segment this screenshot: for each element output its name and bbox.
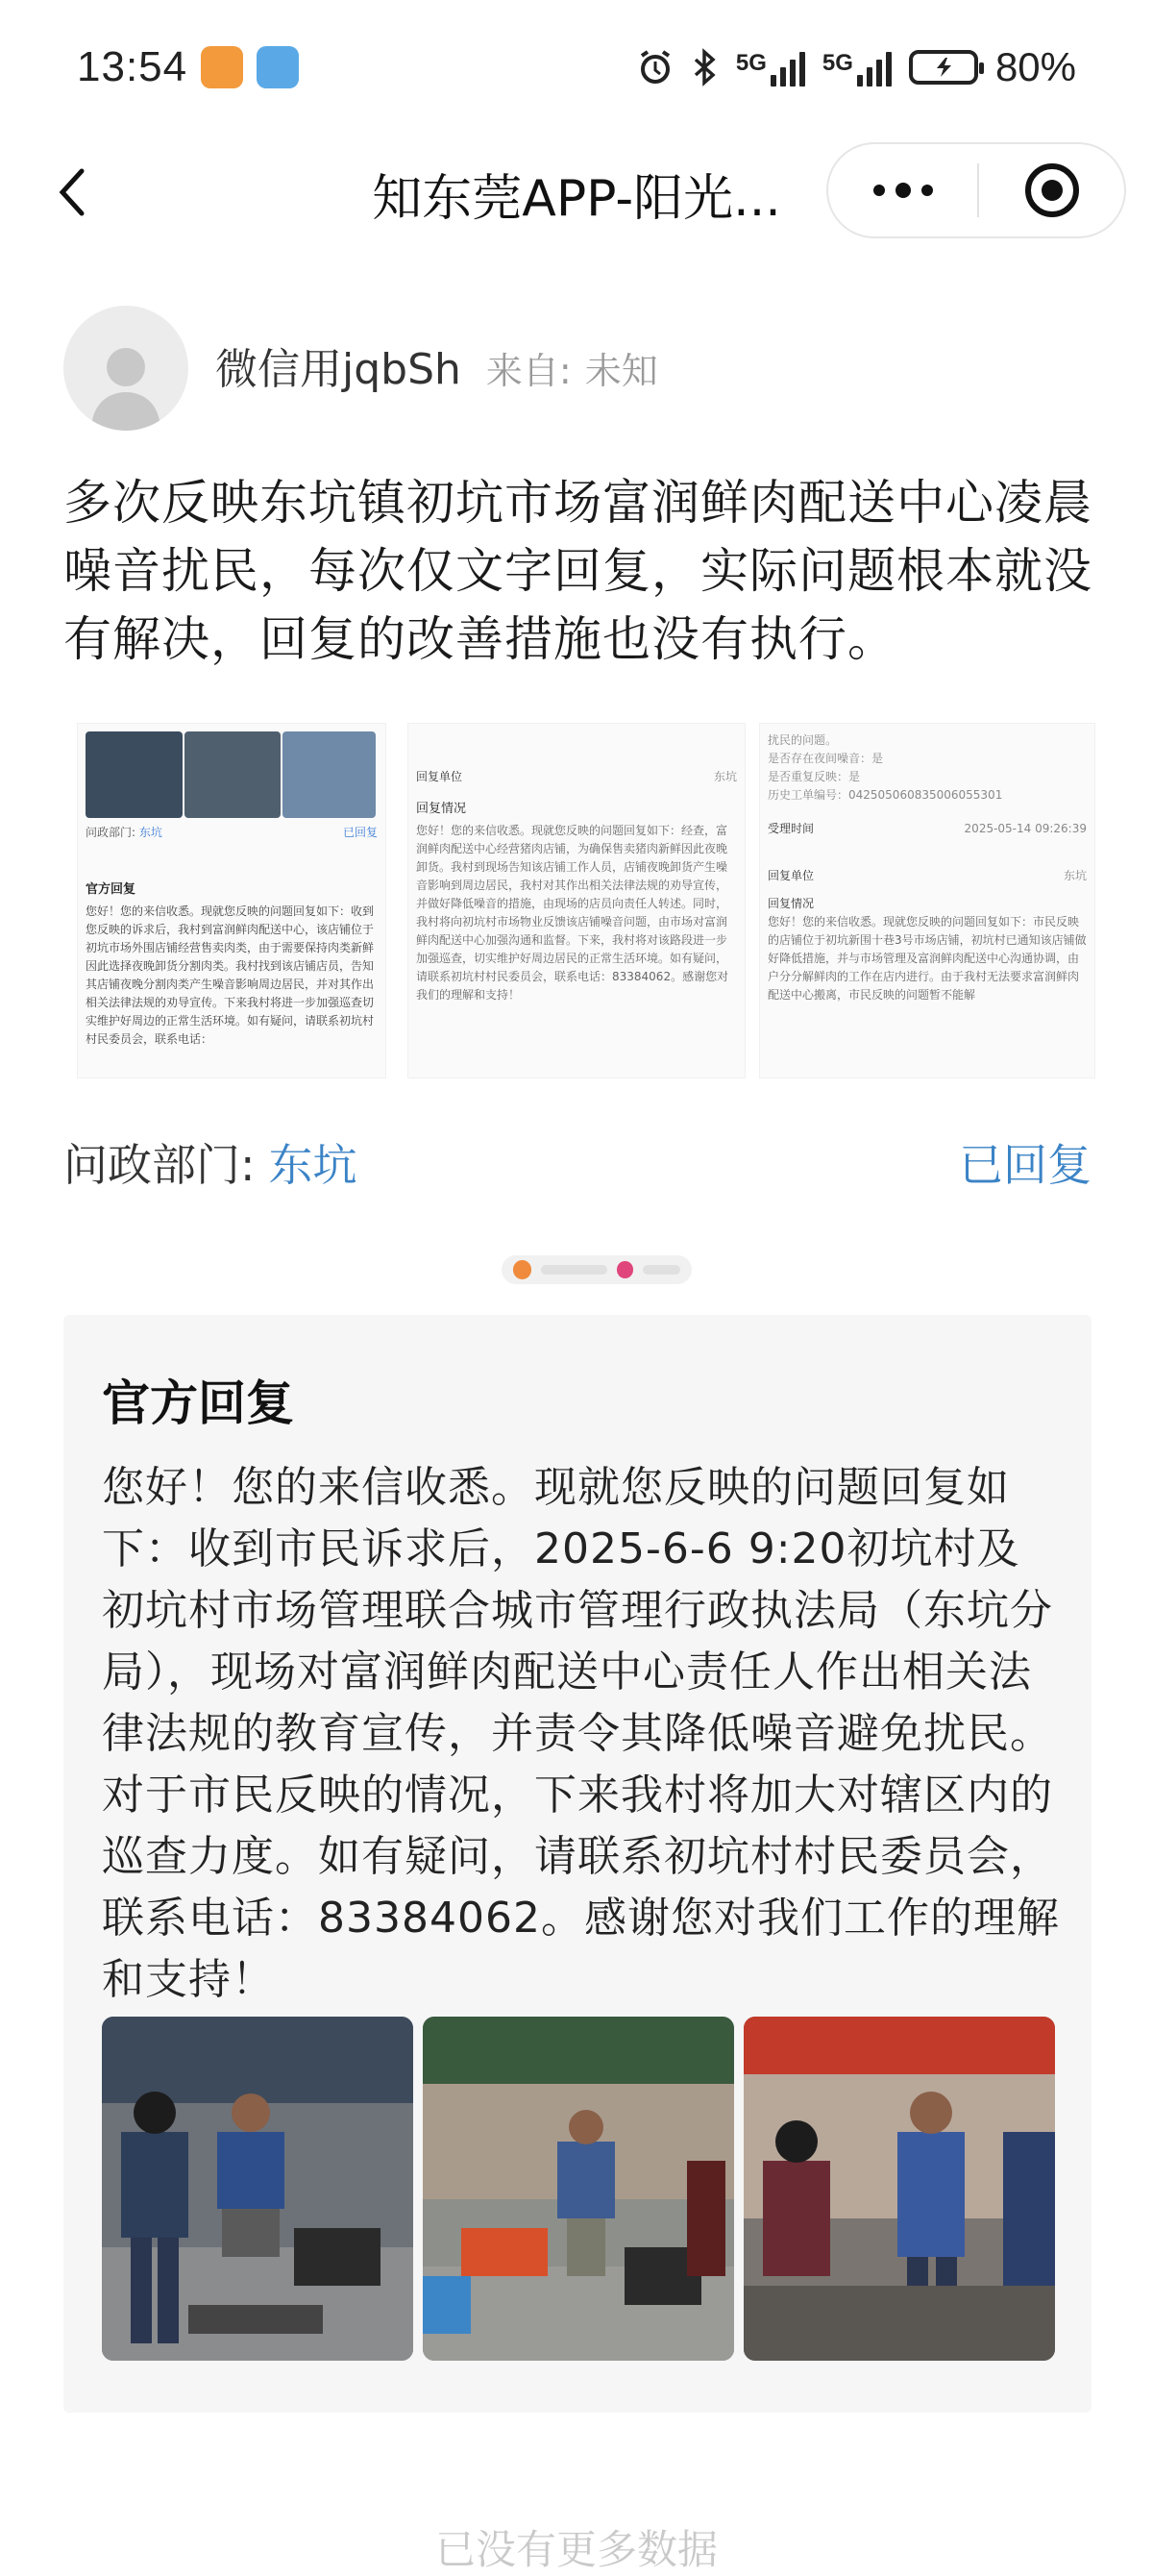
reply-photo-1[interactable] bbox=[102, 2017, 413, 2361]
mini-photo bbox=[282, 731, 376, 818]
watermark-pill bbox=[502, 1255, 692, 1284]
post-content: 多次反映东坑镇初坑市场富润鲜肉配送中心凌晨噪音扰民，每次仅文字回复，实际问题根本就没有解决，回复的改善措施也没有执行。 bbox=[63, 475, 1092, 667]
status-left bbox=[77, 43, 299, 91]
default-user-icon bbox=[87, 338, 164, 431]
reply-status: 已回复 bbox=[959, 1139, 1092, 1191]
mini-photo bbox=[184, 731, 282, 818]
close-mini-program-button[interactable] bbox=[979, 144, 1124, 236]
attachment-unit-value: 东坑 bbox=[713, 770, 737, 783]
status-right bbox=[636, 44, 1076, 90]
attachment-heading: 官方回复 bbox=[86, 882, 136, 897]
attachment-dept-value: 东坑 bbox=[138, 826, 162, 839]
attachment-text: 您好！您的来信收悉。现就您反映的问题回复如下：市民反映的店铺位于初坑新围十巷3号市场店铺，初坑村已通知该店铺做好降低措施，并与市场管理及富润鲜肉配送中心沟通协调，由户分分解鲜肉的工作在店内进行。由于我村无法要求富润鲜肉配送中心搬离，市民反映的问题暂不能解 bbox=[768, 915, 1087, 1002]
reply-photo-2[interactable] bbox=[423, 2017, 734, 2361]
avatar[interactable] bbox=[63, 306, 188, 431]
reply-photo-3[interactable] bbox=[744, 2017, 1055, 2361]
status-time: 13:54 bbox=[77, 43, 188, 90]
inspection-photo-image bbox=[744, 2017, 1055, 2361]
attachment-image-2[interactable] bbox=[407, 723, 746, 1078]
attachment-line: 扰民的问题。 bbox=[768, 733, 838, 747]
attachment-detail-label: 回复情况 bbox=[416, 802, 467, 816]
attachment-unit-label: 回复单位 bbox=[416, 770, 463, 783]
signal-1-icon bbox=[771, 48, 805, 87]
alarm-icon bbox=[636, 48, 675, 87]
battery-icon bbox=[909, 50, 978, 85]
official-reply-content: 您好！您的来信收悉。现就您反映的问题回复如下：收到市民诉求后，2025-6-6 9:20初坑村及初坑村市场管理联合城市管理行政执法局（东坑分局），现场对富润鲜肉配送中心责任人作出相关法律法规的教育宣传，并责令其降低噪音避免扰民。对于市民反映的情况，下来我村将加大对辖区内的巡查力度。如有疑问，请联系初坑村村民委员会，联系电话：83384062。感谢您对我们工作的理解和支持！ bbox=[102, 1463, 1060, 2004]
attachment-unit-row bbox=[416, 768, 737, 786]
back-button[interactable] bbox=[38, 159, 106, 226]
department-label: 问政部门: bbox=[63, 1139, 256, 1191]
attachment-image-3[interactable] bbox=[759, 723, 1095, 1078]
inspection-photo-image bbox=[423, 2017, 734, 2361]
attachment-unit-label: 回复单位 bbox=[768, 869, 815, 882]
app-notification-icon bbox=[201, 46, 243, 88]
attachment-line: 是否重复反映：是 bbox=[768, 770, 861, 783]
bluetooth-icon bbox=[692, 48, 719, 87]
no-more-data: 已没有更多数据 bbox=[434, 2526, 718, 2573]
mini-program-capsule bbox=[826, 142, 1126, 238]
attachment-text: 您好！您的来信收悉。现就您反映的问题回复如下：经查，富润鲜肉配送中心经营猪肉店铺，为确保售卖猪肉新鲜因此夜晚卸货。我村到现场告知该店铺工作人员，店铺夜晚卸货产生噪音影响到周边居民，我村对其作出相关法律法规的劝导宣传，并做好降低噪音的措施，由现场的店员向责任人转述。同时，我村将向初坑村市场物业反馈该店铺噪音问题，由市场对富润鲜肉配送中心加强沟通和监督。下来，我村将对该路段进一步加强巡查，切实维护好周边居民的正常生活环境。如有疑问，请联系初坑村村民委员会，联系电话：83384062。感谢您对我们的理解和支持！ bbox=[416, 824, 729, 1002]
weather-notification-icon bbox=[257, 46, 299, 88]
author-name[interactable]: 微信用jqbSh bbox=[215, 345, 461, 394]
department-value[interactable]: 东坑 bbox=[268, 1139, 357, 1191]
network-1-label: 5G bbox=[735, 50, 767, 76]
attachment-dept-label: 问政部门: bbox=[86, 826, 136, 839]
watermark-bar bbox=[541, 1265, 606, 1275]
attachment-line: 历史工单编号：042505060835006055301 bbox=[768, 788, 1003, 802]
attachment-unit-row bbox=[768, 867, 1087, 885]
nav-bar bbox=[0, 135, 1153, 250]
post-author-line bbox=[215, 334, 658, 396]
network-2-label: 5G bbox=[822, 50, 853, 76]
attachment-time-row bbox=[768, 820, 1087, 838]
target-close-icon bbox=[1022, 161, 1082, 220]
watermark-bar bbox=[643, 1265, 680, 1275]
watermark-badge-icon bbox=[617, 1261, 634, 1278]
more-dots-icon bbox=[870, 181, 937, 200]
attachment-detail-label: 回复情况 bbox=[768, 897, 815, 910]
attachment-photo-strip bbox=[86, 731, 378, 818]
attachment-time-label: 受理时间 bbox=[768, 822, 815, 835]
attachment-dept-row bbox=[86, 824, 378, 842]
signal-2-icon bbox=[857, 48, 892, 87]
battery-percent: 80% bbox=[994, 44, 1076, 89]
source-label: 来自: bbox=[485, 350, 572, 392]
inspection-photo-image bbox=[102, 2017, 413, 2361]
attachment-text: 您好！您的来信收悉。现就您反映的问题回复如下：收到您反映的诉求后，我村到富润鲜肉配送中心，该店铺位于初坑市场外围店铺经营售卖肉类，由于需要保持肉类新鲜因此选择夜晚卸货分割肉类。我村找到该店铺店员，告知其店铺夜晚分割肉类产生噪音影响周边居民，并对其作出相关法律法规的劝导宣传。下来我村将进一步加强巡查切实维护好周边的正常生活环境。如有疑问，请联系初坑村村民委员会，联系电话： bbox=[86, 904, 375, 1046]
chevron-left-icon bbox=[53, 163, 91, 221]
more-button[interactable] bbox=[828, 144, 977, 236]
attachment-image-1[interactable] bbox=[77, 723, 386, 1078]
official-reply-card bbox=[63, 1315, 1092, 2413]
department-row bbox=[63, 1130, 1092, 1194]
attachment-line: 是否存在夜间噪音：是 bbox=[768, 752, 884, 765]
source-value: 未知 bbox=[584, 350, 658, 392]
status-bar bbox=[0, 0, 1153, 135]
attachment-unit-value: 东坑 bbox=[1063, 869, 1087, 882]
attachment-time-value: 2025-05-14 09:26:39 bbox=[964, 822, 1087, 835]
watermark-logo-icon bbox=[513, 1260, 531, 1279]
page-title: 知东莞APP-阳光... bbox=[372, 170, 781, 228]
mini-photo bbox=[86, 731, 183, 818]
attachment-status: 已回复 bbox=[342, 826, 378, 839]
official-reply-title: 官方回复 bbox=[102, 1375, 294, 1431]
